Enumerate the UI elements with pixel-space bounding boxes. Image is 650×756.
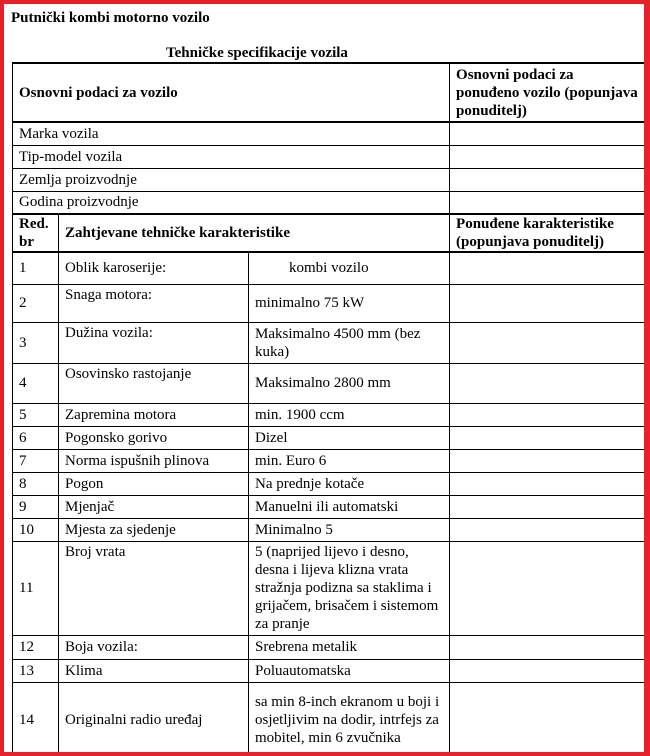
offered-cell[interactable] [450, 322, 647, 363]
row-name: Broj vrata [59, 541, 249, 635]
row-value: minimalno 75 kW [249, 284, 450, 322]
document-subtitle: Tehničke specifikacije vozila [166, 45, 348, 61]
basic-answer-cell[interactable] [450, 145, 647, 168]
row-number: 3 [13, 322, 59, 363]
basic-label: Godina proizvodnje [13, 191, 450, 214]
row-value: sa min 8-inch ekranom u boji i osjetljivim na dodir, intrfejs za mobitel, min 6 zvučnika [249, 682, 450, 756]
document-heading: Putnički kombi motorno vozilo [11, 10, 210, 26]
table-row [13, 449, 647, 472]
row-number: 9 [13, 495, 59, 518]
table-row [13, 635, 647, 659]
table-row [13, 403, 647, 426]
row-value: Na prednje kotače [249, 472, 450, 495]
row-value: Maksimalno 2800 mm [249, 363, 450, 403]
row-number: 5 [13, 403, 59, 426]
table-row [13, 284, 647, 322]
basic-answer-cell[interactable] [450, 191, 647, 214]
row-name: Pogonsko gorivo [59, 426, 249, 449]
row-value: Manuelni ili automatski [249, 495, 450, 518]
row-name: Mjenjač [59, 495, 249, 518]
row-name: Oblik karoserije: [59, 252, 249, 284]
row-name: Klima [59, 659, 249, 682]
spec-table [12, 62, 647, 756]
row-number: 1 [13, 252, 59, 284]
offered-cell[interactable] [450, 518, 647, 541]
basic-row [13, 191, 647, 214]
table-row [13, 495, 647, 518]
offered-cell[interactable] [450, 682, 647, 756]
basic-header-left: Osnovni podaci za vozilo [13, 63, 450, 122]
row-value: Srebrena metalik [249, 635, 450, 659]
offered-cell[interactable] [450, 449, 647, 472]
offered-cell[interactable] [450, 284, 647, 322]
basic-row [13, 168, 647, 191]
row-number: 7 [13, 449, 59, 472]
row-value: Maksimalno 4500 mm (bez kuka) [249, 322, 450, 363]
row-number: 6 [13, 426, 59, 449]
row-name: Mjesta za sjedenje [59, 518, 249, 541]
row-value: kombi vozilo [249, 252, 450, 284]
requirements-header-row [13, 214, 647, 252]
row-name: Dužina vozila: [59, 322, 249, 363]
offered-cell[interactable] [450, 363, 647, 403]
header-required: Zahtjevane tehničke karakteristike [59, 214, 450, 252]
row-name: Osovinsko rastojanje [59, 363, 249, 403]
row-number: 11 [13, 541, 59, 635]
row-value: min. 1900 ccm [249, 403, 450, 426]
row-value: Minimalno 5 [249, 518, 450, 541]
row-number: 2 [13, 284, 59, 322]
row-number: 13 [13, 659, 59, 682]
table-row [13, 252, 647, 284]
row-number: 4 [13, 363, 59, 403]
offered-cell[interactable] [450, 472, 647, 495]
header-number: Red. br [13, 214, 59, 252]
row-name: Pogon [59, 472, 249, 495]
offered-cell[interactable] [450, 659, 647, 682]
header-offered: Ponuđene karakteristike (popunjava ponuditelj) [450, 214, 647, 252]
table-row [13, 363, 647, 403]
basic-label: Zemlja proizvodnje [13, 168, 450, 191]
table-row [13, 682, 647, 756]
basic-row [13, 122, 647, 145]
table-row [13, 472, 647, 495]
table-row [13, 541, 647, 635]
row-name: Zapremina motora [59, 403, 249, 426]
row-value: 5 (naprijed lijevo i desno, desna i lijeva klizna vrata stražnja podizna sa staklima i grijačem, brisačem i sistemom za pranje [249, 541, 450, 635]
basic-answer-cell[interactable] [450, 122, 647, 145]
basic-label: Tip-model vozila [13, 145, 450, 168]
basic-header-row [13, 63, 647, 122]
row-name: Norma ispušnih plinova [59, 449, 249, 472]
basic-answer-cell[interactable] [450, 168, 647, 191]
row-number: 8 [13, 472, 59, 495]
row-name: Snaga motora: [59, 284, 249, 322]
row-number: 10 [13, 518, 59, 541]
offered-cell[interactable] [450, 541, 647, 635]
table-row [13, 322, 647, 363]
row-number: 12 [13, 635, 59, 659]
table-row [13, 426, 647, 449]
table-row [13, 518, 647, 541]
offered-cell[interactable] [450, 403, 647, 426]
offered-cell[interactable] [450, 252, 647, 284]
basic-row [13, 145, 647, 168]
offered-cell[interactable] [450, 635, 647, 659]
basic-header-right: Osnovni podaci za ponuđeno vozilo (popunjava ponuditelj) [450, 63, 647, 122]
row-name: Boja vozila: [59, 635, 249, 659]
row-value: min. Euro 6 [249, 449, 450, 472]
table-row [13, 659, 647, 682]
offered-cell[interactable] [450, 426, 647, 449]
row-value: Poluautomatska [249, 659, 450, 682]
row-value: Dizel [249, 426, 450, 449]
basic-label: Marka vozila [13, 122, 450, 145]
row-number: 14 [13, 682, 59, 756]
offered-cell[interactable] [450, 495, 647, 518]
row-name: Originalni radio uređaj [59, 682, 249, 756]
